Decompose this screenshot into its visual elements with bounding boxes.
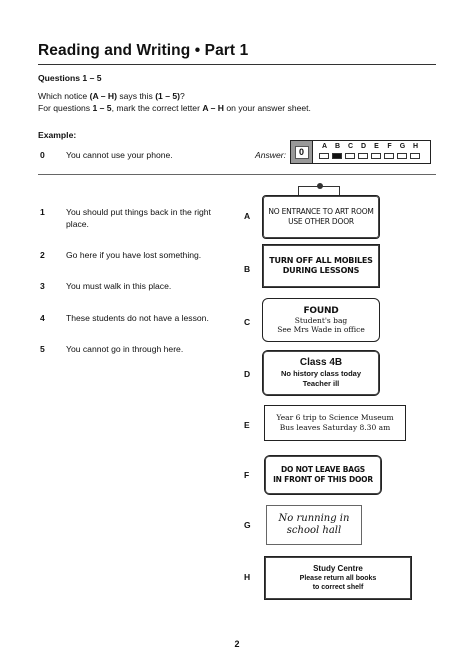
notice-letter-e: E — [244, 420, 250, 430]
answer-letter: A — [321, 143, 328, 150]
question-number: 1 — [40, 207, 45, 217]
notice-f-line: IN FRONT OF THIS DOOR — [273, 475, 373, 484]
notice-letter-b: B — [244, 264, 251, 274]
notice-c-line: FOUND — [303, 306, 339, 316]
answer-label: Answer: — [255, 150, 287, 160]
notice-f — [264, 455, 382, 495]
notice-b — [262, 244, 380, 288]
notice-e-line: Year 6 trip to Science Museum — [276, 413, 394, 422]
question-number: 4 — [40, 313, 45, 323]
notice-c-line: See Mrs Wade in office — [277, 325, 365, 334]
answer-letter: C — [347, 143, 354, 150]
page-number: 2 — [234, 639, 240, 649]
notice-letter-f: F — [244, 470, 250, 480]
answer-bubble[interactable] — [397, 153, 407, 159]
notice-letter-g: G — [244, 520, 251, 530]
answer-bubble[interactable] — [345, 153, 355, 159]
answer-letter: G — [399, 143, 406, 150]
notice-g-line: school hall — [286, 525, 342, 536]
notice-g — [266, 505, 362, 545]
question-text: You should put things back in the right place. — [66, 207, 211, 229]
notice-letter-d: D — [244, 369, 251, 379]
notice-letter-a: A — [244, 211, 251, 221]
notice-b-line: TURN OFF ALL MOBILES — [269, 256, 373, 265]
answer-letter: D — [360, 143, 367, 150]
notice-g-line: No running in — [278, 513, 350, 524]
notice-f-line: DO NOT LEAVE BAGS — [280, 465, 365, 474]
answer-letter: F — [387, 143, 392, 150]
notice-e-line: Bus leaves Saturday 8.30 am — [279, 423, 391, 432]
question-number: 2 — [40, 250, 45, 260]
question-text: Go here if you have lost something. — [66, 250, 202, 260]
answer-bubbles — [319, 153, 423, 159]
notice-e — [264, 405, 406, 441]
notice-a — [262, 195, 380, 239]
answer-letters — [318, 143, 422, 150]
answer-letter: B — [334, 143, 341, 150]
notice-h-line: Please return all books — [299, 575, 377, 582]
notice-letter-c: C — [244, 317, 251, 327]
example-text: You cannot use your phone. — [66, 150, 173, 160]
question-text: You must walk in this place. — [66, 281, 172, 291]
notice-d — [262, 350, 380, 396]
question-number: 5 — [40, 344, 45, 354]
notice-d-line: No history class today — [280, 369, 362, 378]
notice-d-line: Class 4B — [299, 357, 343, 368]
answer-bubble[interactable] — [371, 153, 381, 159]
example-answer-box — [290, 140, 431, 164]
instruction-line-2: For questions 1 – 5, mark the correct letter A – H on your answer sheet. — [38, 103, 311, 113]
question-text: These students do not have a lesson. — [66, 313, 209, 323]
answer-bubble[interactable] — [319, 153, 329, 159]
instruction-line-1: Which notice (A – H) says this (1 – 5)? — [38, 91, 185, 101]
questions-heading: Questions 1 – 5 — [38, 73, 102, 83]
notice-b-line: DURING LESSONS — [282, 266, 360, 275]
notice-h — [264, 556, 412, 600]
answer-number-cell — [291, 141, 313, 163]
example-heading: Example: — [38, 130, 77, 140]
notice-a-line: NO ENTRANCE TO ART ROOM — [268, 207, 374, 216]
title-divider — [38, 64, 436, 65]
notice-d-line: Teacher ill — [302, 379, 340, 388]
notice-h-line: to correct shelf — [312, 584, 364, 591]
question-number: 3 — [40, 281, 45, 291]
answer-bubble[interactable] — [358, 153, 368, 159]
notice-a-line: USE OTHER DOOR — [288, 217, 354, 226]
question-text: You cannot go in through here. — [66, 344, 184, 354]
answer-number: 0 — [295, 146, 309, 159]
answer-bubble[interactable] — [384, 153, 394, 159]
page-title: Reading and Writing • Part 1 — [38, 42, 249, 59]
notice-c-line: Student's bag — [294, 316, 348, 325]
notice-letter-h: H — [244, 572, 251, 582]
notice-c — [262, 298, 380, 342]
answer-bubble-marked[interactable] — [332, 153, 342, 159]
notice-h-line: Study Centre — [313, 564, 363, 573]
section-divider — [38, 174, 436, 175]
answer-letter: H — [412, 143, 419, 150]
answer-bubble[interactable] — [410, 153, 420, 159]
example-number: 0 — [40, 150, 45, 160]
answer-letter: E — [374, 143, 379, 150]
